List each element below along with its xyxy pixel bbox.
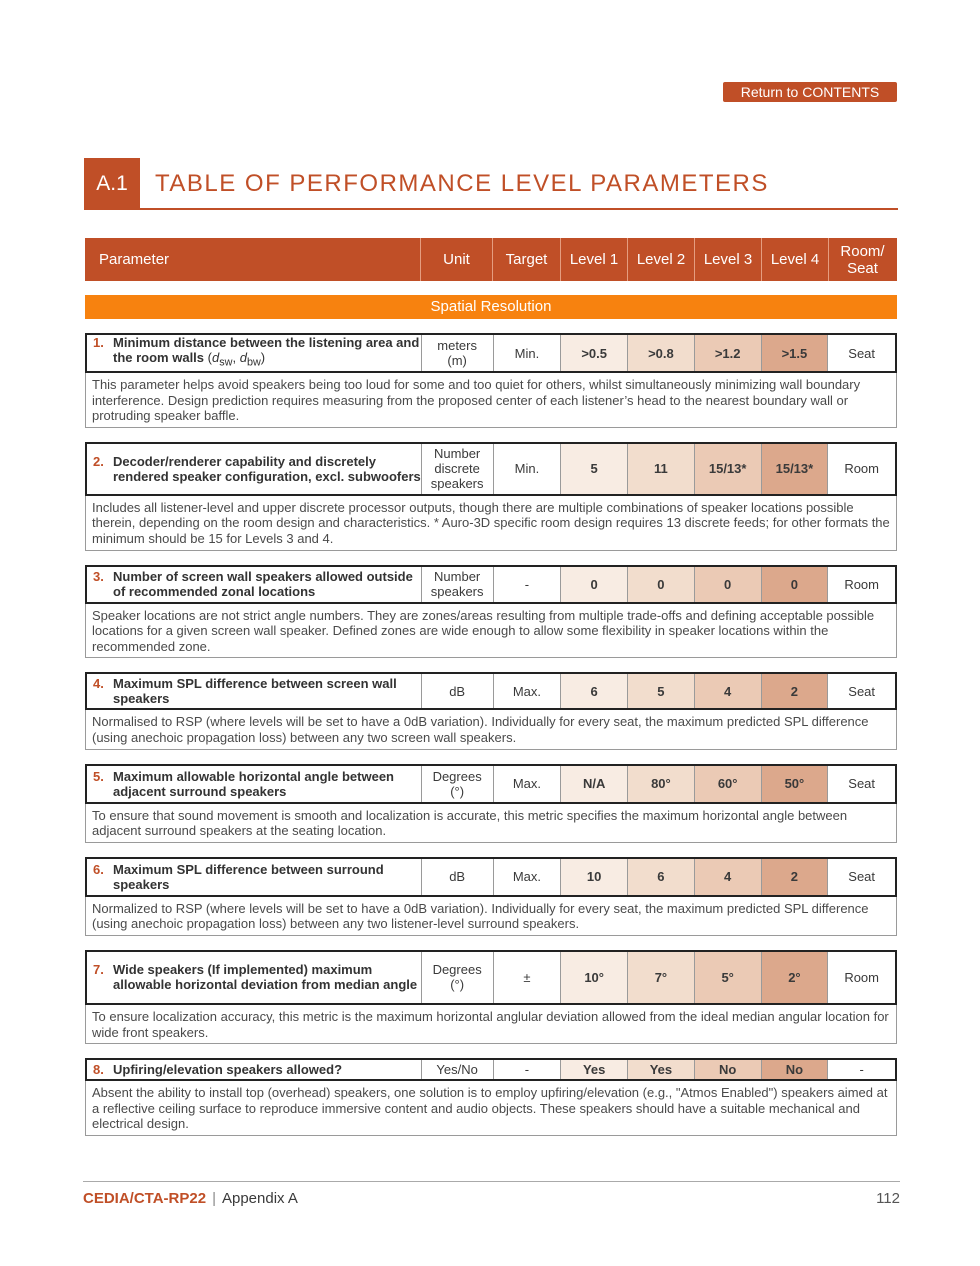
level-3-cell: 5°: [694, 952, 761, 1003]
parameter-cell: [87, 1060, 421, 1079]
unit-cell: Degrees (°): [421, 766, 493, 802]
level-3-cell: No: [694, 1060, 761, 1079]
parameter-label: [113, 862, 421, 892]
parameter-label: [113, 335, 421, 371]
parameter-cell: [87, 674, 421, 708]
level-1-cell: >0.5: [560, 335, 627, 371]
level-4-cell: >1.5: [761, 335, 828, 371]
header-unit: Unit: [420, 238, 492, 281]
level-3-cell: 15/13*: [694, 444, 761, 494]
unit-cell: Yes/No: [421, 1060, 493, 1079]
level-4-cell: 50°: [761, 766, 828, 802]
parameter-block: [85, 565, 897, 659]
parameter-name: [93, 569, 421, 599]
formula-sub: bw: [246, 356, 261, 369]
table-header: [85, 238, 897, 281]
footer-separator: |: [212, 1190, 216, 1207]
parameter-row: [85, 950, 897, 1005]
parameter-text: Upfiring/elevation speakers allowed?: [113, 1062, 343, 1078]
unit-cell: dB: [421, 674, 493, 708]
target-cell: Min.: [493, 335, 561, 371]
level-4-cell: 2°: [761, 952, 828, 1003]
parameter-name: [93, 454, 421, 484]
scope-cell: Room: [827, 444, 895, 494]
return-to-contents-link[interactable]: Return to CONTENTS: [723, 82, 897, 102]
level-2-cell: 7°: [627, 952, 694, 1003]
unit-cell: Number speakers: [421, 567, 493, 602]
parameter-block: [85, 333, 897, 428]
parameter-row: [85, 857, 897, 897]
scope-cell: Seat: [827, 335, 895, 371]
parameter-text: Maximum SPL difference between surround speakers: [113, 861, 384, 892]
level-1-cell: N/A: [560, 766, 627, 802]
scope-cell: Room: [827, 952, 895, 1003]
parameter-row: [85, 764, 897, 804]
formula-sub: sw: [219, 356, 233, 369]
parameter-text: Maximum allowable horizontal angle between adjacent surround speakers: [113, 768, 394, 799]
parameter-cell: [87, 859, 421, 895]
level-1-cell: 10°: [560, 952, 627, 1003]
footer-section: Appendix A: [221, 1190, 298, 1207]
parameter-name: [93, 676, 421, 706]
level-1-cell: 0: [560, 567, 627, 602]
level-2-cell: Yes: [627, 1060, 694, 1079]
level-2-cell: >0.8: [627, 335, 694, 371]
formula-var: d: [239, 350, 247, 366]
header-level-4: Level 4: [761, 238, 828, 281]
formula-sep: ,: [232, 350, 240, 366]
level-1-cell: 6: [560, 674, 627, 708]
parameter-name: [93, 862, 421, 892]
parameter-name: [93, 335, 421, 371]
parameter-text: Number of screen wall speakers allowed outside of recommended zonal locations: [113, 569, 413, 600]
level-3-cell: 60°: [694, 766, 761, 802]
parameter-text: Wide speakers (If implemented) maximum allowable horizontal deviation from median angle: [113, 962, 418, 993]
header-parameter: Parameter: [99, 251, 170, 268]
level-4-cell: 2: [761, 674, 828, 708]
header-level-1: Level 1: [560, 238, 627, 281]
parameter-block: [85, 442, 897, 551]
scope-cell: Seat: [827, 859, 895, 895]
parameter-row: [85, 442, 897, 496]
header-level-3: Level 3: [694, 238, 761, 281]
parameter-number: 5.: [93, 768, 104, 784]
parameter-block: [85, 857, 897, 936]
parameter-row: [85, 333, 897, 373]
parameter-description: To ensure that sound movement is smooth and localization is accurate, this metric specifies the maximum horizontal angle between adjacent surround speakers at the seating location.: [92, 807, 848, 839]
unit-cell: dB: [421, 859, 493, 895]
parameter-formula: [204, 350, 266, 369]
target-cell: Max.: [493, 859, 561, 895]
scope-cell: Seat: [827, 766, 895, 802]
parameter-block: [85, 1058, 897, 1136]
parameter-number: 6.: [93, 861, 104, 877]
parameter-number: 7.: [93, 962, 104, 978]
parameter-description: Normalised to RSP (where levels will be set to have a 0dB variation). Individually for every seat, the maximum predicted SPL difference (using anechoic propagation loss) between any two screen wall speakers.: [92, 714, 869, 745]
parameter-label: [113, 676, 421, 706]
section-number: A.1: [84, 158, 140, 209]
parameter-name: [93, 962, 421, 992]
header-target: Target: [492, 238, 560, 281]
parameter-description: To ensure localization accuracy, this metric is the maximum horizontal anglular deviation allowed from the ideal median angular location for wide front speakers.: [92, 1008, 889, 1040]
unit-cell: meters (m): [421, 335, 493, 371]
level-2-cell: 80°: [627, 766, 694, 802]
target-cell: Max.: [493, 674, 561, 708]
parameter-cell: [87, 567, 421, 602]
level-1-cell: 10: [560, 859, 627, 895]
parameter-number: 2.: [93, 453, 104, 469]
parameter-label: [113, 454, 421, 484]
target-cell: -: [493, 567, 561, 602]
parameter-cell: [87, 766, 421, 802]
level-4-cell: 2: [761, 859, 828, 895]
unit-cell: Number discrete speakers: [421, 444, 493, 494]
parameter-cell: [87, 335, 421, 371]
target-cell: ±: [493, 952, 561, 1003]
formula-var: d: [212, 350, 220, 366]
footer-brand: CEDIA/CTA-RP22: [83, 1190, 207, 1207]
target-cell: Max.: [493, 766, 561, 802]
formula-close: ): [260, 350, 266, 366]
parameter-number: 1.: [93, 335, 104, 351]
level-2-cell: 11: [627, 444, 694, 494]
parameter-name: [93, 1062, 342, 1077]
parameter-description: Includes all listener-level and upper discrete processor outputs, though there are multiple combinations of speaker locations possible therein, depending on the room design and characteristics. * Auro-3D specific room design requires 13 discrete feeds; for other formats the minimum should be 15 for Levels 3 and 4.: [92, 499, 890, 546]
level-3-cell: 4: [694, 859, 761, 895]
scope-cell: Room: [827, 567, 895, 602]
parameter-row: [85, 565, 897, 604]
scope-cell: -: [827, 1060, 895, 1079]
level-2-cell: 6: [627, 859, 694, 895]
section-heading: [84, 158, 898, 210]
level-4-cell: No: [761, 1060, 828, 1079]
level-1-cell: Yes: [560, 1060, 627, 1079]
scope-cell: Seat: [827, 674, 895, 708]
parameter-row: [85, 1058, 897, 1081]
parameter-description: This parameter helps avoid speakers being too loud for some and too quiet for others, whilst simultaneously minimizing wall boundary interference. Design prediction requires measuring from the proposed center of each listener’s head to the nearest boundary wall or protruding speaker baffle.: [92, 377, 861, 424]
level-4-cell: 15/13*: [761, 444, 828, 494]
parameter-description: Normalized to RSP (where levels will be set to have a 0dB variation). Individually for every seat, the maximum predicted SPL difference (using anechoic propagation loss) between any two listener-level surround speakers.: [92, 900, 869, 932]
parameter-cell: [87, 952, 421, 1003]
footer-divider: [83, 1181, 900, 1182]
page-number: 112: [876, 1190, 900, 1207]
parameter-label: [113, 569, 421, 599]
level-2-cell: 5: [627, 674, 694, 708]
level-2-cell: 0: [627, 567, 694, 602]
level-1-cell: 5: [560, 444, 627, 494]
header-level-2: Level 2: [627, 238, 694, 281]
parameter-block: [85, 764, 897, 843]
unit-cell: Degrees (°): [421, 952, 493, 1003]
formula-open: (: [207, 350, 212, 366]
parameter-table: [85, 333, 897, 1150]
parameter-block: [85, 672, 897, 749]
level-3-cell: >1.2: [694, 335, 761, 371]
parameter-number: 3.: [93, 569, 104, 585]
parameter-text: Maximum SPL difference between screen wall speakers: [113, 676, 397, 707]
parameter-block: [85, 950, 897, 1044]
parameter-label: [113, 769, 421, 799]
level-4-cell: 0: [761, 567, 828, 602]
parameter-label: [113, 1062, 342, 1077]
footer-left: [83, 1190, 298, 1207]
parameter-cell: [87, 444, 421, 494]
parameter-description: Speaker locations are not strict angle numbers. They are zones/areas resulting from multiple trade-offs and defining acceptable possible locations for a given screen wall speaker. Defined zones are wide enough to allow some flexibility in speaker locations within the recommended zone.: [92, 607, 875, 654]
parameter-row: [85, 672, 897, 710]
parameter-name: [93, 769, 421, 799]
parameter-number: 4.: [93, 676, 104, 692]
group-spatial-resolution: Spatial Resolution: [85, 295, 897, 319]
parameter-number: 8.: [93, 1062, 104, 1078]
target-cell: -: [493, 1060, 561, 1079]
parameter-label: [113, 962, 421, 992]
level-3-cell: 0: [694, 567, 761, 602]
parameter-text: Minimum distance between the listening area and the room walls: [113, 335, 420, 366]
level-3-cell: 4: [694, 674, 761, 708]
target-cell: Min.: [493, 444, 561, 494]
parameter-description: Absent the ability to install top (overhead) speakers, one solution is to employ upfiring/elevation (e.g., "Atmos Enabled") speakers aimed at a reflective ceiling surface to reproduce immersive content and audio objects. These speakers should have a suitable mechanical and electrical design.: [92, 1085, 888, 1132]
section-title: TABLE OF PERFORMANCE LEVEL PARAMETERS: [155, 170, 769, 197]
header-room-seat: Room/ Seat: [828, 238, 896, 281]
parameter-text: Decoder/renderer capability and discretely rendered speaker configuration, excl. subwoofers: [113, 453, 421, 484]
